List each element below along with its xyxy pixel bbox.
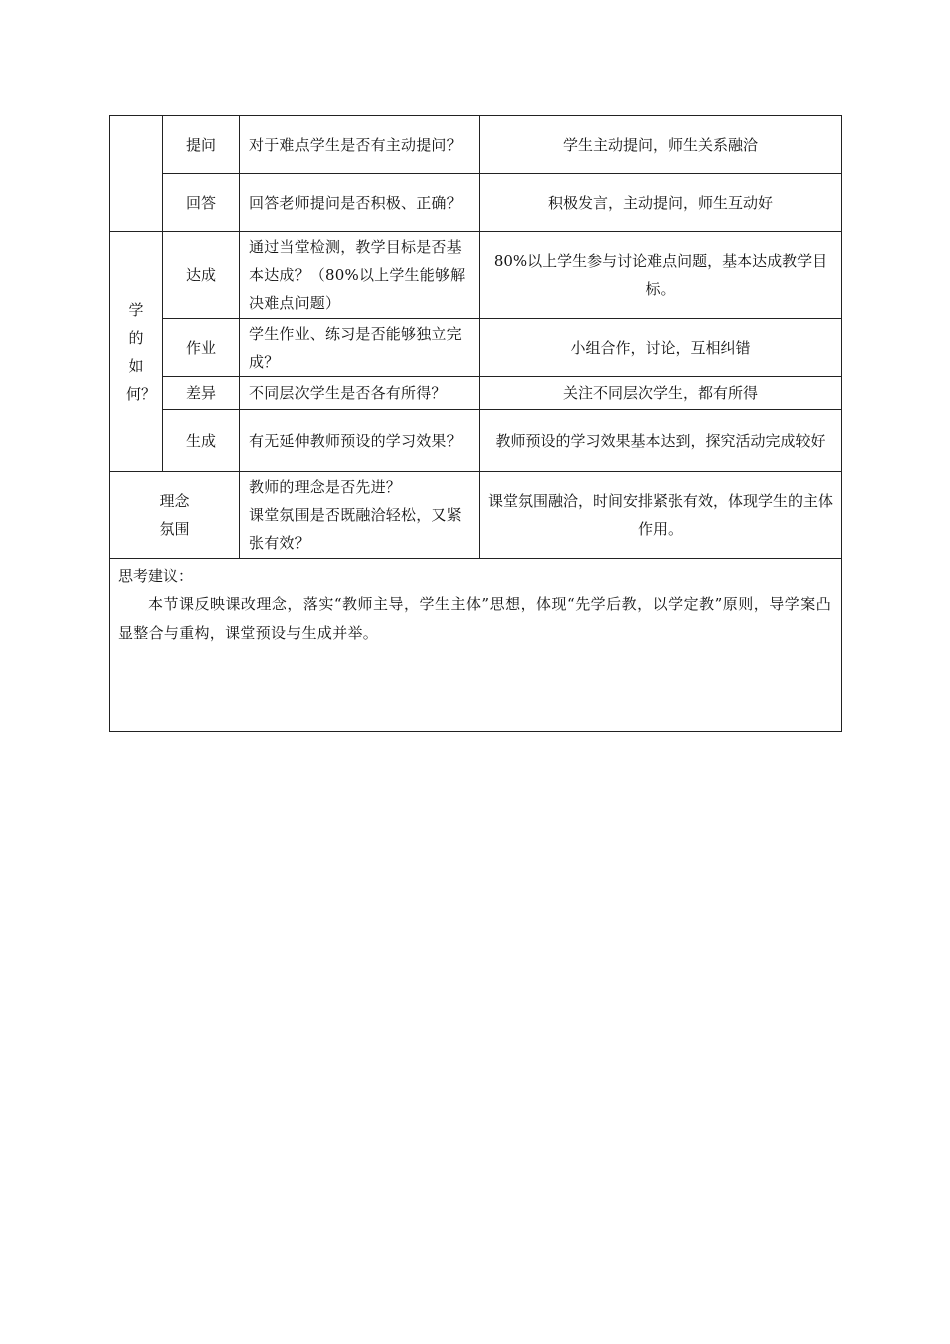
idea-label-line1: 理念	[159, 492, 190, 510]
item-label: 差异	[163, 377, 240, 410]
item-label: 生成	[163, 410, 240, 472]
question-cell: 对于难点学生是否有主动提问？	[240, 116, 480, 174]
item-label: 提问	[163, 116, 240, 174]
question-cell: 不同层次学生是否各有所得？	[240, 377, 480, 410]
note-title: 思考建议：	[118, 567, 194, 585]
answer-cell: 课堂氛围融洽，时间安排紧张有效，体现学生的主体作用。	[480, 472, 842, 559]
answer-cell: 关注不同层次学生，都有所得	[480, 377, 842, 410]
item-label: 达成	[163, 232, 240, 319]
note-body: 本节课反映课改理念，落实“教师主导，学生主体”思想，体现“先学后教，以学定教”原则，导学案凸显整合与重构，课堂预设与生成并举。	[118, 595, 831, 642]
question-cell: 有无延伸教师预设的学习效果？	[240, 410, 480, 472]
question-cell: 学生作业、练习是否能够独立完成？	[240, 319, 480, 377]
table-row	[110, 116, 842, 174]
table-row	[110, 232, 842, 319]
table-row	[110, 319, 842, 377]
answer-cell: 小组合作，讨论，互相纠错	[480, 319, 842, 377]
idea-question-line2: 课堂氛围是否既融洽轻松，又紧张有效？	[249, 506, 462, 552]
group-label-cell	[110, 232, 163, 472]
answer-cell: 积极发言，主动提问，师生互动好	[480, 174, 842, 232]
group-label: 学的如何？	[126, 300, 157, 403]
idea-question-line1: 教师的理念是否先进？	[249, 478, 402, 496]
table-row	[110, 377, 842, 410]
item-label: 作业	[163, 319, 240, 377]
question-cell	[240, 472, 480, 559]
item-label: 回答	[163, 174, 240, 232]
idea-label-cell	[110, 472, 240, 559]
question-cell: 通过当堂检测，教学目标是否基本达成？（80%以上学生能够解决难点问题）	[240, 232, 480, 319]
idea-label-line2: 氛围	[159, 520, 190, 538]
table-row	[110, 410, 842, 472]
answer-cell: 学生主动提问，师生关系融洽	[480, 116, 842, 174]
answer-cell: 80%以上学生参与讨论难点问题，基本达成教学目标。	[480, 232, 842, 319]
question-cell: 回答老师提问是否积极、正确？	[240, 174, 480, 232]
table-row	[110, 174, 842, 232]
evaluation-table	[109, 115, 842, 732]
table-row	[110, 472, 842, 559]
table-row	[110, 559, 842, 732]
note-cell	[110, 559, 842, 732]
empty-group-cell	[110, 116, 163, 232]
answer-cell: 教师预设的学习效果基本达到，探究活动完成较好	[480, 410, 842, 472]
